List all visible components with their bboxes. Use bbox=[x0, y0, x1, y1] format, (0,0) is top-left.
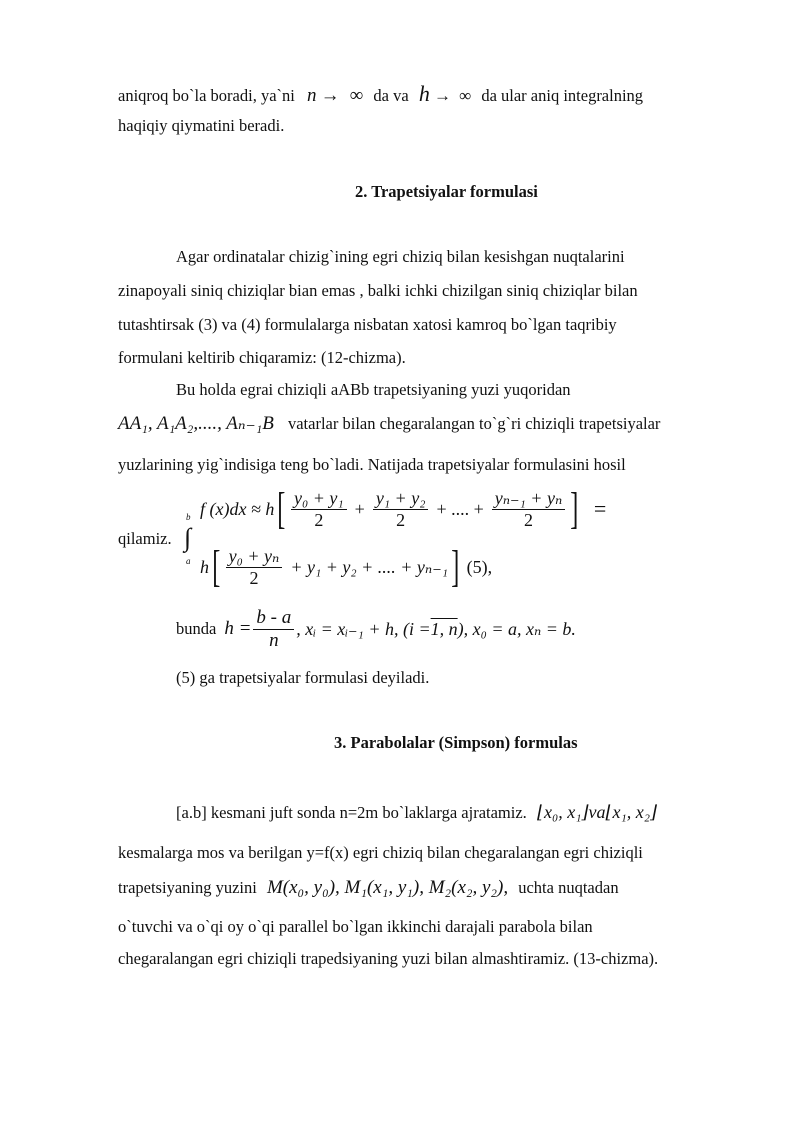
paragraph-line: chegaralangan egri chiziqli trapedsiyaning yuzi bilan almashtiramiz. (13-chizma). bbox=[118, 949, 659, 968]
fraction bbox=[291, 488, 347, 531]
paragraph-line: zinapoyali siniq chiziqlar bian emas , balki ichki chizilgan siniq chiziqlar bilan bbox=[118, 281, 638, 300]
fraction-denominator: n bbox=[253, 629, 294, 652]
text-span: trapetsiyaning yuzini bbox=[118, 878, 257, 897]
text-span: qilamiz. bbox=[118, 529, 172, 548]
section-heading: 2. Trapetsiyalar formulasi bbox=[355, 182, 538, 201]
formula-lhs: f (x)dx ≈ h bbox=[200, 498, 275, 519]
fraction bbox=[373, 488, 429, 531]
left-bracket: [ bbox=[277, 484, 286, 533]
paragraph-line: o`tuvchi va o`qi oy o`qi parallel bo`lgan ikkinchi darajali parabola bilan bbox=[118, 917, 593, 936]
fraction-numerator: y₁ + y₂ bbox=[375, 487, 426, 508]
math-n: n bbox=[306, 85, 317, 106]
fraction-denominator: 2 bbox=[291, 509, 347, 531]
text-span: vatarlar bilan chegaralangan to`g`ri chiziqli trapetsiyalar bbox=[287, 414, 661, 433]
trapezoid-formula-line2 bbox=[200, 536, 492, 598]
plus-sign: + bbox=[354, 498, 365, 519]
paragraph-line: Agar ordinatalar chizig`ining egri chiziq bilan kesishgan nuqtalarini bbox=[176, 247, 625, 266]
math-h: h bbox=[200, 556, 209, 577]
fraction-numerator: b - a bbox=[256, 606, 292, 628]
right-bracket: ] bbox=[570, 484, 579, 533]
fraction-numerator: yₙ₋₁ + yₙ bbox=[494, 487, 563, 508]
paragraph-line bbox=[176, 802, 657, 823]
integral-symbol: ∫ bbox=[184, 523, 192, 552]
formula-sum: + y₁ + y₂ + .... + yₙ₋₁ bbox=[290, 556, 448, 577]
paragraph-line: Bu holda egrai chiziqli aABb trapetsiyaning yuzi yuqoridan bbox=[176, 380, 571, 399]
paragraph-line: yuzlarining yig`indisiga teng bo`ladi. Natijada trapetsiyalar formulasini hosil bbox=[118, 455, 626, 474]
paragraph-line: kesmalarga mos va berilgan y=f(x) egri chiziq bilan chegaralangan egri chiziqli bbox=[118, 843, 643, 862]
paragraph-line bbox=[118, 412, 660, 435]
text-span: da va bbox=[373, 86, 409, 105]
text-span: [a.b] kesmani juft sonda n=2m bo`laklarga ajratamiz. bbox=[176, 803, 527, 822]
text-span: da ular aniq integralning bbox=[481, 86, 644, 105]
fraction bbox=[253, 607, 294, 652]
formula-text: ), x₀ = a, xₙ = b. bbox=[457, 618, 576, 639]
formula-text: , xᵢ = xᵢ₋₁ + h, (i = bbox=[296, 618, 431, 639]
infinity-symbol: ∞ bbox=[349, 85, 364, 106]
integral-lower-limit: a bbox=[186, 556, 191, 566]
fraction-denominator: 2 bbox=[226, 567, 283, 589]
fraction-denominator: 2 bbox=[373, 509, 429, 531]
infinity-symbol: ∞ bbox=[459, 86, 472, 105]
fraction-numerator: y₀ + y₁ bbox=[294, 487, 344, 508]
right-bracket: ] bbox=[451, 542, 460, 591]
paragraph-line bbox=[118, 81, 643, 107]
formula-label: (5), bbox=[466, 556, 493, 577]
fraction-denominator: 2 bbox=[492, 509, 565, 531]
fraction-numerator: y₀ + yₙ bbox=[228, 545, 280, 566]
index-range: 1, n bbox=[430, 618, 458, 639]
arrow-icon: → bbox=[433, 86, 451, 105]
paragraph-line bbox=[118, 877, 619, 899]
interval-formula: ⌊x₀, x₁⌋va⌊x₁, x₂⌋ bbox=[536, 802, 658, 822]
fraction bbox=[226, 546, 283, 589]
math-h-equals: h = bbox=[224, 618, 252, 639]
left-bracket: [ bbox=[212, 542, 221, 591]
section-heading: 3. Parabolalar (Simpson) formulas bbox=[334, 733, 578, 752]
paragraph-line: haqiqiy qiymatini beradi. bbox=[118, 116, 285, 135]
definition-line bbox=[176, 604, 576, 654]
arrow-icon: → bbox=[320, 85, 340, 106]
text-span: aniqroq bo`la boradi, ya`ni bbox=[118, 86, 295, 105]
text-span: uchta nuqtadan bbox=[518, 878, 619, 897]
ellipsis-plus: + .... + bbox=[436, 498, 484, 519]
text-span: bunda bbox=[176, 619, 217, 638]
math-h: h bbox=[418, 81, 430, 106]
paragraph-line: formulani keltirib chiqaramiz: (12-chizma). bbox=[118, 348, 406, 367]
chords-formula: AA₁, A₁A₂,...., Aₙ₋₁B bbox=[118, 413, 274, 434]
integral-upper-limit: b bbox=[186, 512, 191, 522]
trapezoid-formula-line1 bbox=[200, 478, 606, 540]
paragraph-line: (5) ga trapetsiyalar formulasi deyiladi. bbox=[176, 668, 430, 687]
paragraph-line: tutashtirsak (3) va (4) formulalarga nisbatan xatosi kamroq bo`lgan taqribiy bbox=[118, 315, 617, 334]
equals-sign: = bbox=[593, 496, 607, 521]
points-formula: M(x₀, y₀), M₁(x₁, y₁), M₂(x₂, y₂), bbox=[266, 877, 509, 898]
fraction bbox=[492, 488, 565, 531]
